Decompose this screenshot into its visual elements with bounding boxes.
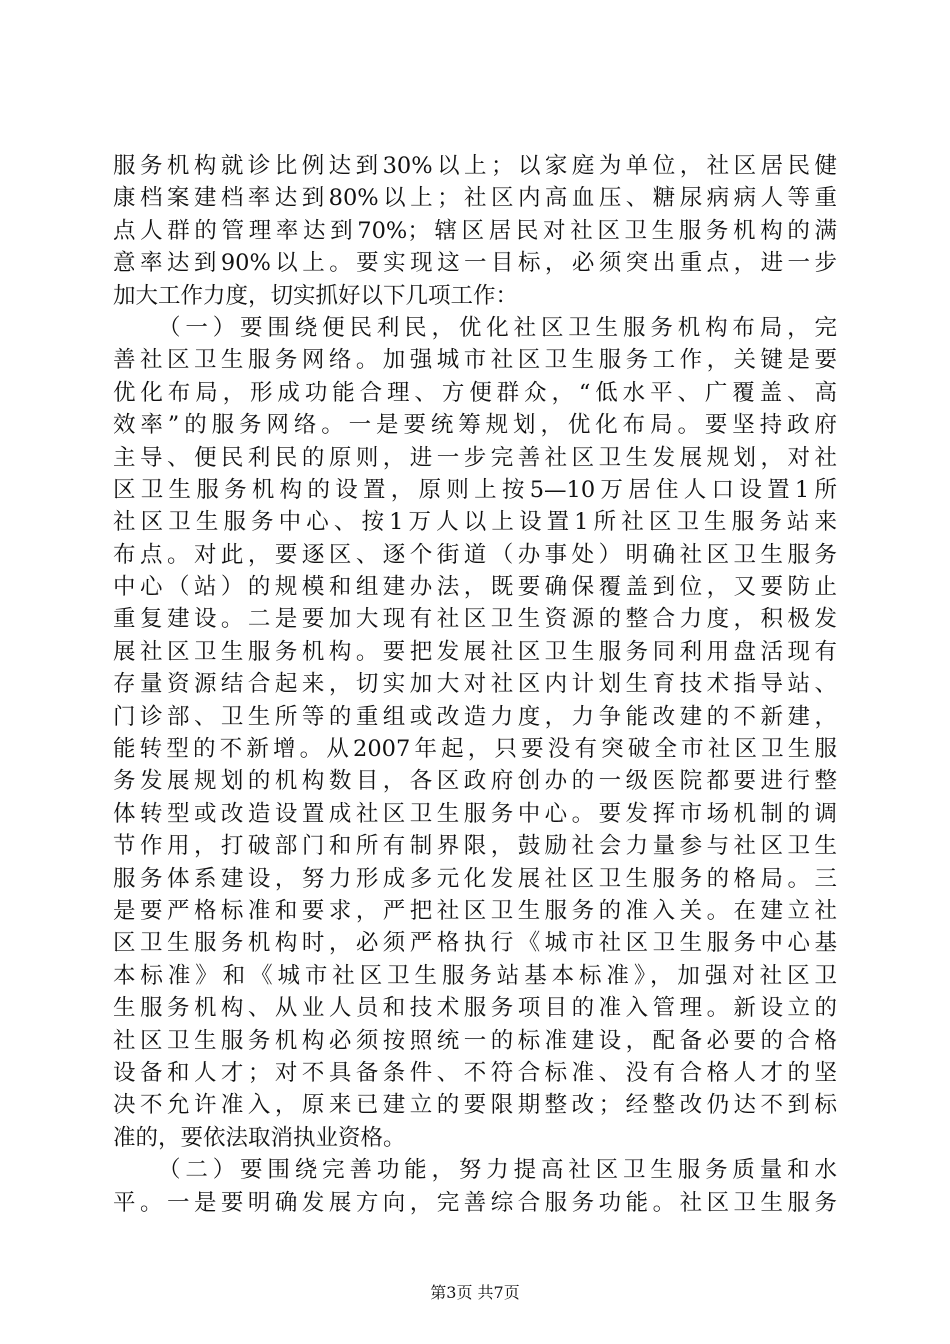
text-line: 服务体系建设，努力形成多元化发展社区卫生服务的格局。三 — [113, 865, 837, 892]
text-line: 是要严格标准和要求，严把社区卫生服务的准入关。在建立社 — [113, 897, 837, 924]
text-line: 服务机构就诊比例达到30%以上；以家庭为单位，社区居民健 — [113, 153, 837, 179]
text-line: （一）要围绕便民利民，优化社区卫生服务机构布局，完 — [158, 314, 837, 341]
text-line: 意率达到90%以上。要实现这一目标，必须突出重点，进一步 — [113, 250, 837, 277]
text-line: 中心（站）的规模和组建办法，既要确保覆盖到位，又要防止 — [113, 574, 837, 601]
text-line: 展社区卫生服务机构。要把发展社区卫生服务同利用盘活现有 — [113, 638, 837, 665]
page-number: 第3页 共7页 — [430, 1283, 520, 1302]
text-line: 优化布局，形成功能合理、方便群众，“低水平、广覆盖、高 — [113, 379, 837, 406]
document-body — [113, 150, 837, 1219]
text-line: 点人群的管理率达到70%；辖区居民对社区卫生服务机构的满 — [113, 217, 837, 244]
text-line: 布点。对此，要逐区、逐个街道（办事处）明确社区卫生服务 — [113, 541, 837, 568]
text-line: 门诊部、卫生所等的重组或改造力度，力争能改建的不新建， — [113, 703, 837, 730]
text-line: 体转型或改造设置成社区卫生服务中心。要发挥市场机制的调 — [113, 800, 837, 827]
text-line: 务发展规划的机构数目，各区政府创办的一级医院都要进行整 — [113, 768, 837, 795]
text-line: 社区卫生服务中心、按1万人以上设置1所社区卫生服务站来 — [113, 509, 837, 536]
text-line: 设备和人才；对不具备条件、不符合标准、没有合格人才的坚 — [113, 1059, 837, 1086]
text-line: 区卫生服务机构时，必须严格执行《城市社区卫生服务中心基 — [113, 930, 837, 957]
text-line: （二）要围绕完善功能，努力提高社区卫生服务质量和水 — [158, 1157, 837, 1184]
text-line: 主导、便民利民的原则，进一步完善社区卫生发展规划，对社 — [113, 444, 837, 471]
text-line: 准的，要依法取消执业资格。 — [113, 1124, 406, 1151]
text-line: 平。一是要明确发展方向，完善综合服务功能。社区卫生服务 — [113, 1189, 837, 1216]
text-line: 生服务机构、从业人员和技术服务项目的准入管理。新设立的 — [113, 995, 837, 1022]
text-line: 能转型的不新增。从2007年起，只要没有突破全市社区卫生服 — [113, 736, 837, 763]
text-line: 效率”的服务网络。一是要统筹规划，优化布局。要坚持政府 — [113, 412, 837, 439]
text-line: 区卫生服务机构的设置，原则上按5—10万居住人口设置1所 — [113, 476, 837, 503]
text-line: 加大工作力度，切实抓好以下几项工作： — [113, 282, 519, 309]
text-line: 存量资源结合起来，切实加大对社区内计划生育技术指导站、 — [113, 671, 837, 698]
text-line: 节作用，打破部门和所有制界限，鼓励社会力量参与社区卫生 — [113, 833, 837, 860]
text-line: 本标准》和《城市社区卫生服务站基本标准》，加强对社区卫 — [113, 962, 837, 989]
text-line: 社区卫生服务机构必须按照统一的标准建设，配备必要的合格 — [113, 1027, 837, 1054]
text-line: 重复建设。二是要加大现有社区卫生资源的整合力度，积极发 — [113, 606, 837, 633]
page-footer — [0, 1283, 950, 1303]
text-line: 善社区卫生服务网络。加强城市社区卫生服务工作，关键是要 — [113, 347, 837, 374]
text-line: 康档案建档率达到80%以上；社区内高血压、糖尿病病人等重 — [113, 185, 837, 212]
text-line: 决不允许准入，原来已建立的要限期整改；经整改仍达不到标 — [113, 1092, 837, 1119]
